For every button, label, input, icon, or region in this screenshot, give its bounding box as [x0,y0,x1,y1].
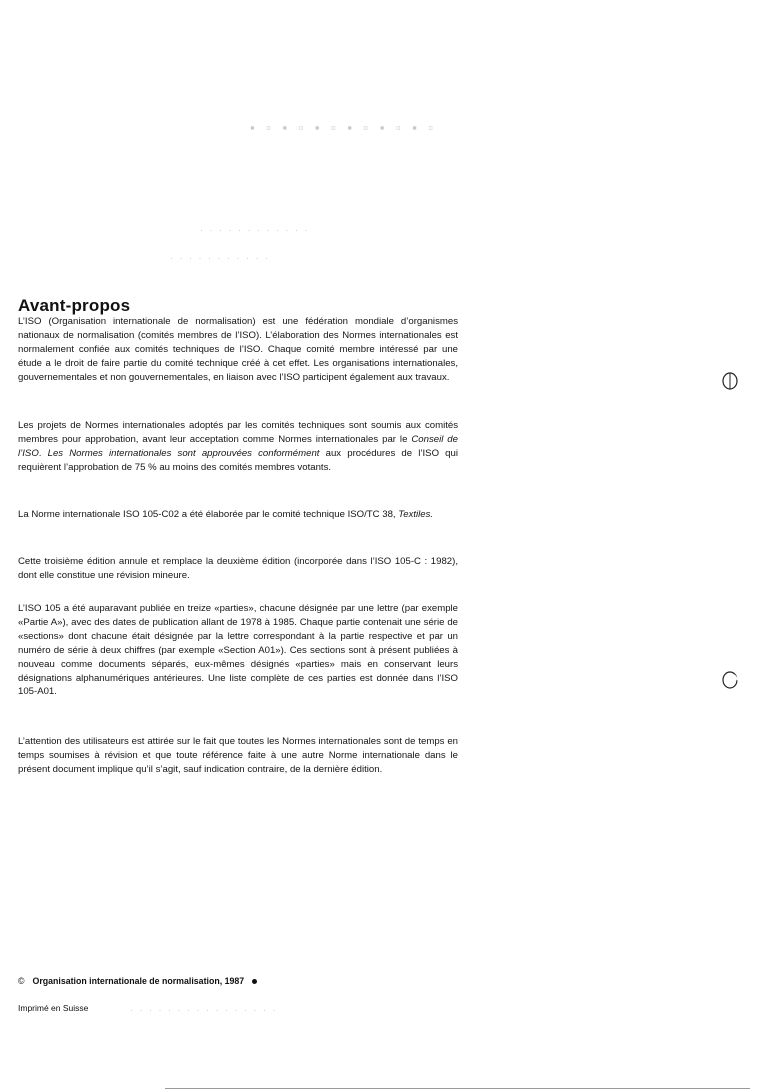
paragraph-3-text: La Norme internationale ISO 105-C02 a été élaborée par le comité technique ISO/TC 38, [18,509,396,520]
page-title: Avant-propos [18,296,131,316]
bottom-rule [165,1088,750,1089]
punch-hole-icon [722,671,738,689]
bleed-through-mark: · · · · · · · · · · · · [200,225,310,235]
bleed-through-mark: · · · · · · · · · · · · · · · · [130,1005,278,1015]
paragraph-2-italic-a: Conseil de l’ISO [18,433,458,459]
paragraph-4: Cette troisième édition annule et remplace la deuxième édition (incorporée dans l’ISO 105-C : 1982), dont elle constitue une révision mineure. [18,556,458,581]
paragraph-2-text-b: . [38,447,48,459]
paragraph-1: L’ISO (Organisation internationale de normalisation) est une fédération mondiale d’organismes nationaux de normalisation (comités membres de l’ISO). L’élaboration des Normes internationales est normalement confiée aux comités techniques de l’ISO. Chaque comité membre intéressé par une étude a le droit de faire partie du comité technique créé à cet effet. Les organisations internationales, gouvernementales et non gouvernementales, en liaison avec l’ISO participent également aux travaux. [18,316,458,383]
paragraph-3-italic: Textiles. [398,509,434,520]
paragraph-2-text-c: aux procédures de l’ISO qui requièrent l’approbation de 75 % au moins des comités membres votants. [18,447,458,473]
bullet-icon [252,979,257,984]
paragraph-6: L’attention des utilisateurs est attirée sur le fait que toutes les Normes internationales sont de temps en temps soumises à révision et que toute référence faite à une autre Norme internationale dans le présent document implique qu’il s’agit, sauf indication contraire, de la dernière édition. [18,736,458,775]
bleed-through-mark: · · · · · · · · · · · [170,253,270,263]
paragraph-2-italic-b: Les Normes internationales sont approuvées conformément [47,447,320,459]
paragraph-2-text-a: Les projets de Normes internationales adoptés par les comités techniques sont soumis aux comités membres pour approbation, avant leur acceptation comme Normes internationales par le [18,420,458,445]
copyright-line [18,976,257,986]
paragraph-2 [18,419,458,475]
copyright-text: Organisation internationale de normalisation, 1987 [32,976,245,986]
paragraph-5: L’ISO 105 a été auparavant publiée en treize «parties», chacune désignée par une lettre (par exemple «Partie A»), avec des dates de publication allant de 1978 à 1985. Chaque partie contenait une série de «sections» dont chacune était désignée par la lettre correspondant à la partie respective et par un numéro de série à deux chiffres (par exemple «Section A01»). Ces sections sont à présent publiées à nouveau comme documents séparés, eux-mêmes désignés «parties» mais en conservant leurs désignations alphanumériques antérieures. Une liste complète de ces parties est donnée dans l’ISO 105-A01. [18,603,458,698]
bleed-through-mark: ▪ ▫ ▪ ▫ ▪ ▫ ▪ ▫ ▪ ▫ ▪ ▫ [250,120,438,135]
printed-in-line: Imprimé en Suisse [18,1003,89,1013]
paragraph-3 [18,508,458,522]
punch-hole-icon [722,372,738,390]
copyright-icon: © [18,976,25,986]
